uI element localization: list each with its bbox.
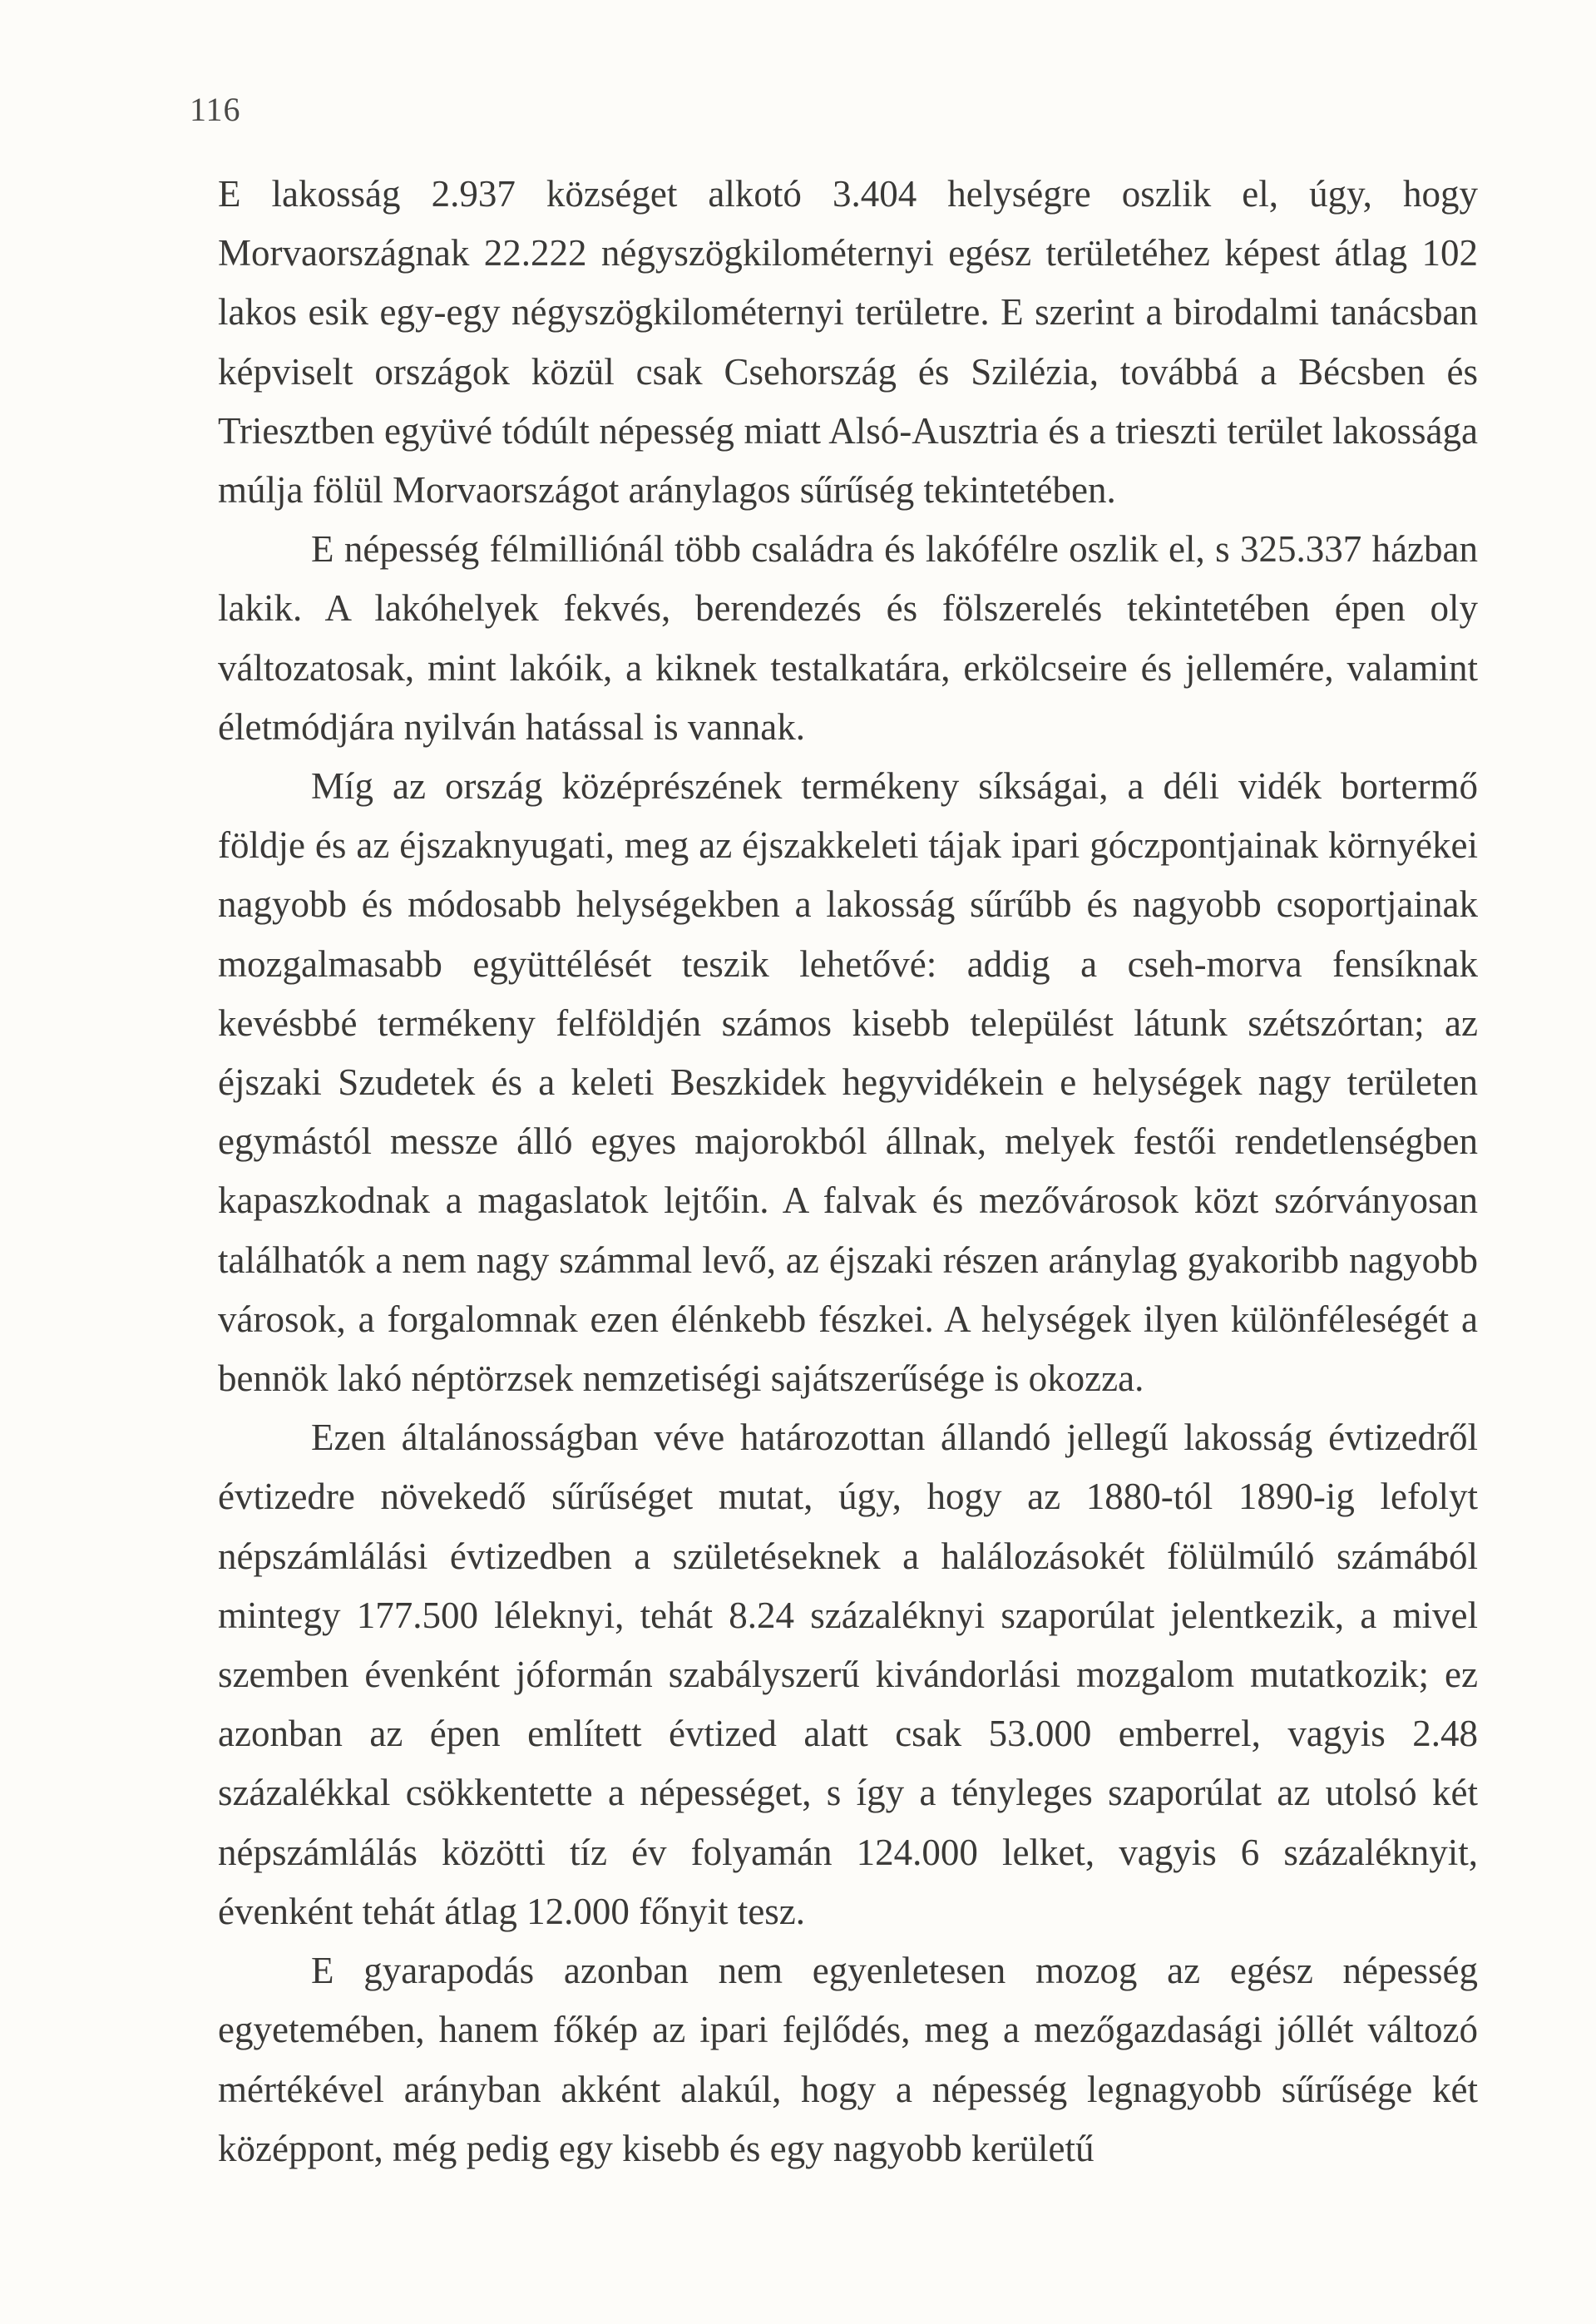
- page-number: 116: [190, 91, 241, 128]
- paragraph: E lakosság 2.937 községet alkotó 3.404 helységre oszlik el, úgy, hogy Morvaországnak 22.222 négyszögkilométernyi egész területéhez képest átlag 102 lakos esik egy-egy négyszögkilométernyi területre. E szerint a birodalmi tanácsban képviselt országok közül csak Csehország és Szilézia, továbbá a Bécsben és Triesztben együvé tódúlt népesség miatt Alsó-Ausztria és a trieszti terület lakossága múlja fölül Morvaországot aránylagos sűrűség tekintetében.: [218, 173, 1478, 512]
- paragraph: E gyarapodás azonban nem egyenletesen mozog az egész népesség egyetemében, hanem főkép az ipari fejlődés, meg a mezőgazdasági jóllét változó mértékével arányban akként alakúl, hogy a népesség legnagyobb sűrűsége két középpont, még pedig egy kisebb és egy nagyobb kerületű: [218, 1950, 1478, 2169]
- paragraph: E népesség félmilliónál több családra és lakófélre oszlik el, s 325.337 házban lakik. A lakóhelyek fekvés, berendezés és fölszerelés tekintetében épen oly változatosak, mint lakóik, a kiknek testalkatára, erkölcseire és jellemére, valamint életmódjára nyilván hatással is vannak.: [218, 528, 1478, 748]
- body-text: [218, 165, 1478, 2178]
- paragraph: Míg az ország középrészének termékeny síkságai, a déli vidék bortermő földje és az éjszaknyugati, meg az éjszakkeleti tájak ipari góczpontjainak környékei nagyobb és módosabb helységekben a lakosság sűrűbb és nagyobb csoportjainak mozgalmasabb együttélését teszik lehetővé: addig a cseh-morva fensíknak kevésbbé termékeny felföldjén számos kisebb települést látunk szétszórtan; az éjszaki Szudetek és a keleti Beszkidek hegyvidékein e helységek nagy területen egymástól messze álló egyes majorokból állnak, melyek festői rendetlenségben kapaszkodnak a magaslatok lejtőin. A falvak és mezővárosok közt szórványosan találhatók a nem nagy számmal levő, az éjszaki részen aránylag gyakoribb nagyobb városok, a forgalomnak ezen élénkebb fészkei. A helységek ilyen különféleségét a bennök lakó néptörzsek nemzetiségi sajátszerűsége is okozza.: [218, 765, 1478, 1400]
- paragraph: Ezen általánosságban véve határozottan állandó jellegű lakosság évtizedről évtizedre növekedő sűrűséget mutat, úgy, hogy az 1880-tól 1890-ig lefolyt népszámlálási évtizedben a születéseknek a halálozásokét fölülmúló számából mintegy 177.500 léleknyi, tehát 8.24 százaléknyi szaporúlat jelentkezik, a mivel szemben évenként jóformán szabályszerű kivándorlási mozgalom mutatkozik; ez azonban az épen említett évtized alatt csak 53.000 emberrel, vagyis 2.48 százalékkal csökkentette a népességet, s így a tényleges szaporúlat az utolsó két népszámlálás közötti tíz év folyamán 124.000 lelket, vagyis 6 százaléknyit, évenként tehát átlag 12.000 főnyit tesz.: [218, 1417, 1478, 1932]
